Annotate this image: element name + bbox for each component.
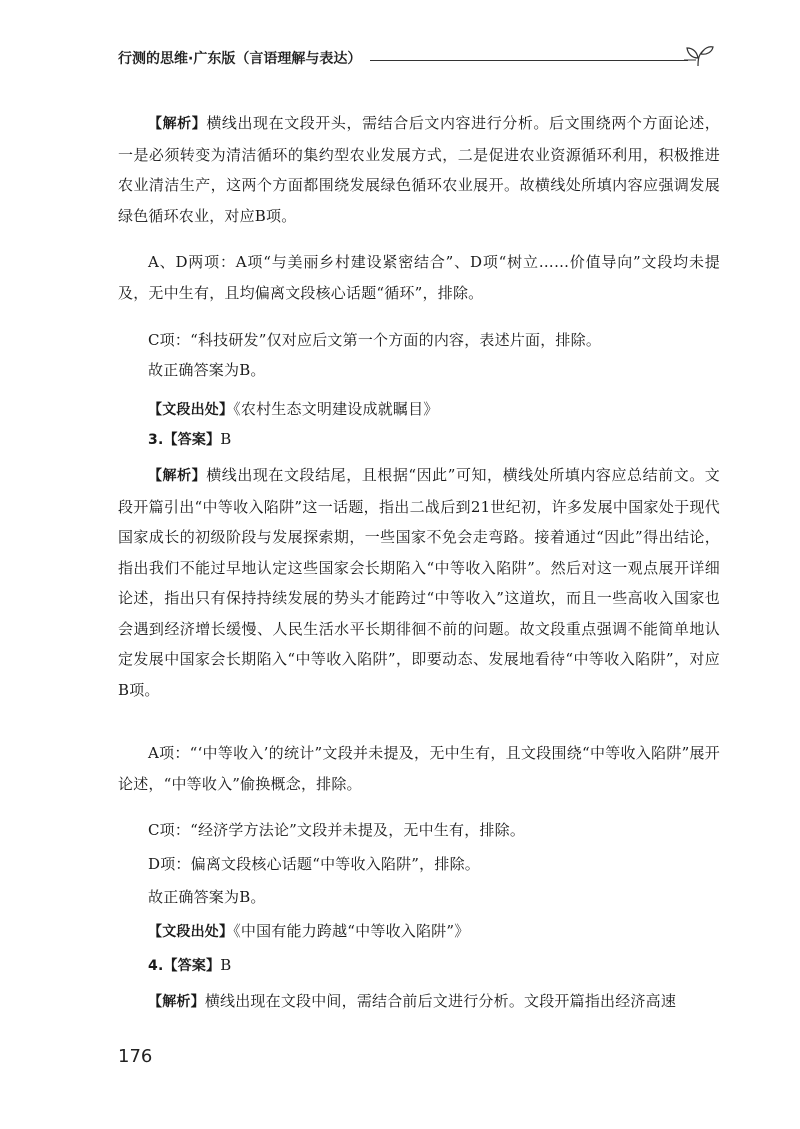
- header-title: 行测的思维·广东版（言语理解与表达）: [118, 51, 362, 67]
- paragraph-text: C项：“科技研发”仅对应后文第一个方面的内容，表述片面，排除。: [148, 331, 602, 349]
- paragraph-text: 横线出现在文段结尾，且根据“因此”可知，横线处所填内容应总结前文。文段开篇引出“中等收入陷阱”这一话题，指出二战后到21世纪初，许多发展中国家处于现代国家成长的初级阶段与发展探索期，一些国家不免会走弯路。接着通过“因此”得出结论，指出我们不能过早地认定这些国家会长期陷入“中等收入陷阱”。然后对这一观点展开详细论述，指出只有保持持续发展的势头才能跨过“中等收入”这道坎，而且一些高收入国家也会遇到经济增长缓慢、人民生活水平长期徘徊不前的问题。故文段重点强调不能简单地认定发展中国家会长期陷入“中等收入陷阱”，即要动态、发展地看待“中等收入陷阱”，对应B项。: [118, 466, 720, 699]
- paragraph-text: C项：“经济学方法论”文段并未提及，无中生有，排除。: [148, 821, 526, 839]
- paragraph-source-2: [118, 394, 720, 426]
- header-rule: [370, 60, 688, 61]
- paragraph-text: D项：偏离文段核心话题“中等收入陷阱”，排除。: [148, 855, 480, 873]
- paragraph-option-d: [118, 849, 720, 880]
- page-number: 176: [118, 1046, 153, 1067]
- paragraph-option-ad: [118, 247, 720, 308]
- analysis-tag: 【解析】: [148, 468, 207, 484]
- analysis-tag: 【解析】: [148, 116, 207, 132]
- question-4-answer: [118, 950, 720, 982]
- analysis-tag: 【解析】: [148, 994, 205, 1010]
- paragraph-text: 横线出现在文段中间，需结合前后文进行分析。文段开篇指出经济高速: [204, 992, 677, 1010]
- paragraph-option-c-3: [118, 815, 720, 846]
- source-tag: 【文段出处】: [148, 402, 234, 418]
- paragraph-text: 横线出现在文段开头，需结合后文内容进行分析。后文围绕两个方面论述，一是必须转变为清洁循环的集约型农业发展方式，二是促进农业资源循环利用，积极推进农业清洁生产，这两个方面都围绕发展绿色循环农业展开。故横线处所填内容应强调发展绿色循环农业，对应B项。: [118, 114, 720, 225]
- paragraph-answer-conclusion-3: [118, 882, 720, 913]
- paragraph-option-c: [118, 325, 720, 356]
- question-3-answer: [118, 424, 720, 456]
- paragraph-option-a: [118, 738, 720, 799]
- source-tag: 【文段出处】: [148, 924, 234, 940]
- source-title: 《农村生态文明建设成就瞩目》: [233, 400, 439, 418]
- leaf-icon: [684, 44, 714, 68]
- paragraph-source-3: [118, 916, 720, 948]
- paragraph-text: 故正确答案为B。: [148, 888, 266, 906]
- answer-tag: 3.【答案】: [148, 432, 221, 448]
- paragraph-text: A项：“‘中等收入’的统计”文段并未提及，无中生有，且文段围绕“中等收入陷阱”展开论述，“中等收入”偷换概念，排除。: [118, 744, 720, 793]
- paragraph-text: 故正确答案为B。: [148, 361, 266, 379]
- source-title: 《中国有能力跨越“中等收入陷阱”》: [233, 922, 470, 940]
- paragraph-analysis-4: [118, 986, 720, 1018]
- running-header: [118, 44, 718, 74]
- paragraph-analysis-2: [118, 108, 720, 231]
- paragraph-analysis-3: [118, 460, 720, 705]
- answer-value: B: [220, 956, 232, 974]
- paragraph-answer-conclusion: [118, 355, 720, 386]
- answer-tag: 4.【答案】: [148, 958, 221, 974]
- answer-value: B: [220, 430, 232, 448]
- paragraph-text: A、D两项：A项“与美丽乡村建设紧密结合”、D项“树立……价值导向”文段均未提及，无中生有，且均偏离文段核心话题“循环”，排除。: [118, 253, 720, 302]
